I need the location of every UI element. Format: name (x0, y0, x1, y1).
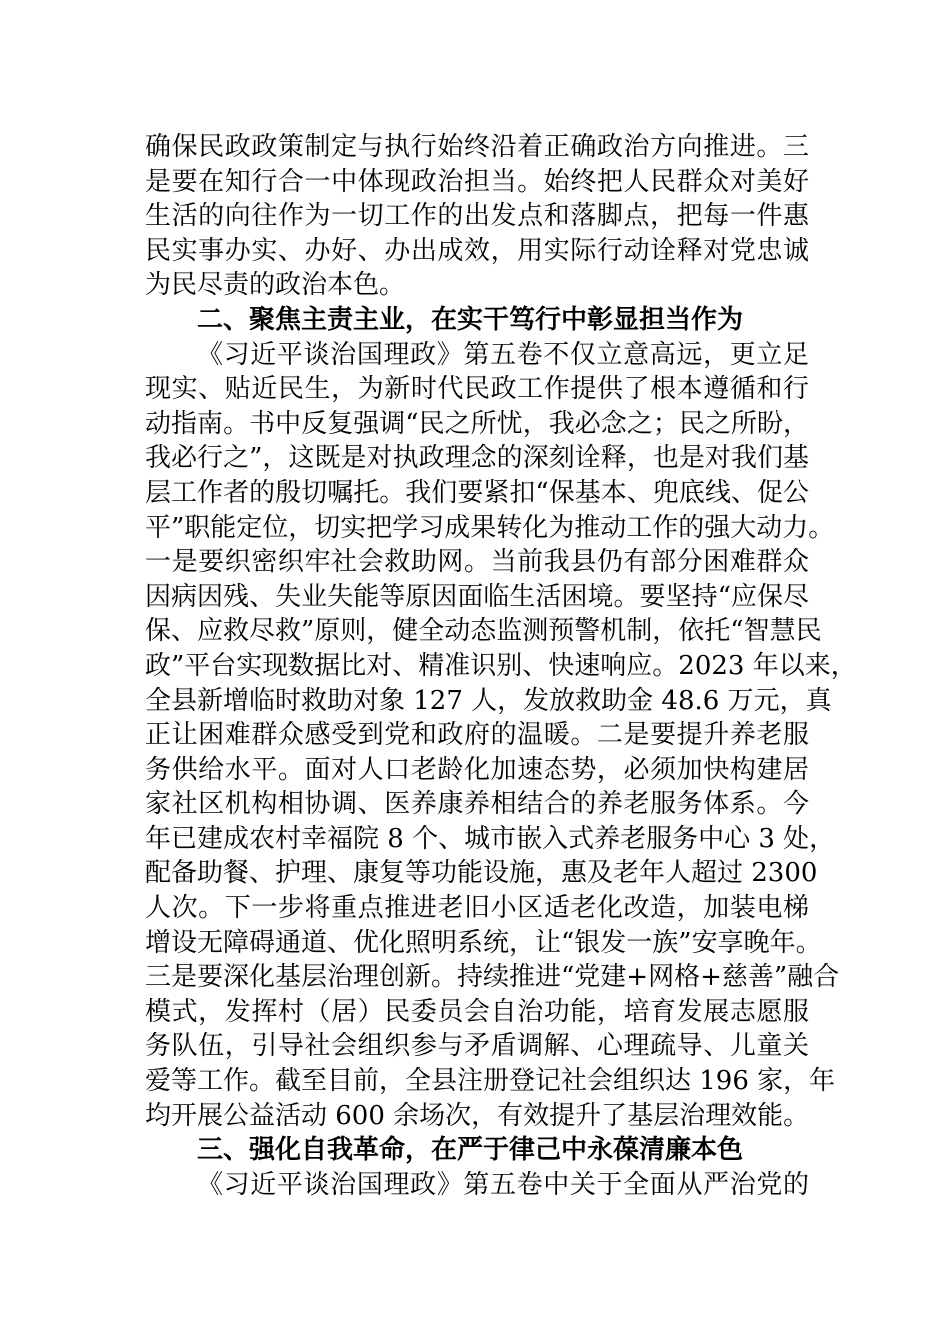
text-line: 为民尽责的政治本色。 (145, 270, 406, 301)
text-line: 年已建成农村幸福院 8 个、城市嵌入式养老服务中心 3 处， (145, 823, 836, 854)
text-line: 确保民政政策制定与执行始终沿着正确政治方向推进。三 (145, 132, 809, 162)
section-heading: 三、强化自我革命，在严于律己中永葆清廉本色 (197, 1135, 744, 1166)
text-line: 我必行之”，这既是对执政理念的深刻诠释，也是对我们基 (145, 443, 809, 474)
text-line: 家社区机构相协调、医养康养相结合的养老服务体系。今 (145, 789, 809, 820)
text-line: 正让困难群众感受到党和政府的温暖。二是要提升养老服 (145, 720, 809, 751)
document-body (145, 130, 857, 1202)
text-line: 爱等工作。截至目前，全县注册登记社会组织达 196 家，年 (145, 1066, 836, 1097)
text-line: 模式，发挥村（居）民委员会自治功能，培育发展志愿服 (145, 996, 809, 1027)
text-line: 因病因残、失业失能等原因面临生活困境。要坚持“应保尽 (145, 581, 809, 612)
text-line: 保、应救尽救”原则，健全动态监测预警机制，依托“智慧民 (145, 616, 822, 647)
text-line: 人次。下一步将重点推进老旧小区适老化改造，加装电梯 (145, 893, 809, 924)
text-line: 平”职能定位，切实把学习成果转化为推动工作的强大动力。 (145, 512, 835, 543)
text-line: 增设无障碍通道、优化照明系统，让“银发一族”安享晚年。 (145, 927, 822, 958)
text-line: 现实、贴近民生，为新时代民政工作提供了根本遵循和行 (145, 374, 809, 405)
text-line: 生活的向往作为一切工作的出发点和落脚点，把每一件惠 (145, 201, 809, 232)
section-heading: 二、聚焦主责主业，在实干笃行中彰显担当作为 (197, 304, 744, 335)
text-line: 均开展公益活动 600 余场次，有效提升了基层治理效能。 (145, 1100, 810, 1131)
text-line: 《习近平谈治国理政》第五卷中关于全面从严治党的 (197, 1169, 809, 1200)
text-line: 动指南。书中反复强调“民之所忧，我必念之；民之所盼， (145, 408, 809, 439)
text-line: 民实事办实、办好、办出成效，用实际行动诠释对党忠诚 (145, 235, 809, 266)
text-line: 《习近平谈治国理政》第五卷不仅立意高远，更立足 (197, 339, 809, 370)
text-line: 务队伍，引导社会组织参与矛盾调解、心理疏导、儿童关 (145, 1031, 809, 1062)
text-line: 层工作者的殷切嘱托。我们要紧扣“保基本、兜底线、促公 (145, 477, 809, 508)
text-line: 三是要深化基层治理创新。持续推进“党建+网格+慈善”融合 (145, 962, 840, 993)
text-line: 配备助餐、护理、康复等功能设施，惠及老年人超过 2300 (145, 858, 818, 889)
text-line: 是要在知行合一中体现政治担当。始终把人民群众对美好 (145, 166, 809, 197)
text-line: 政”平台实现数据比对、精准识别、快速响应。2023 年以来， (145, 650, 857, 681)
text-line: 务供给水平。面对人口老龄化加速态势，必须加快构建居 (145, 754, 809, 785)
text-line: 全县新增临时救助对象 127 人，发放救助金 48.6 万元，真 (145, 685, 832, 716)
text-line: 一是要织密织牢社会救助网。当前我县仍有部分困难群众 (145, 547, 809, 578)
